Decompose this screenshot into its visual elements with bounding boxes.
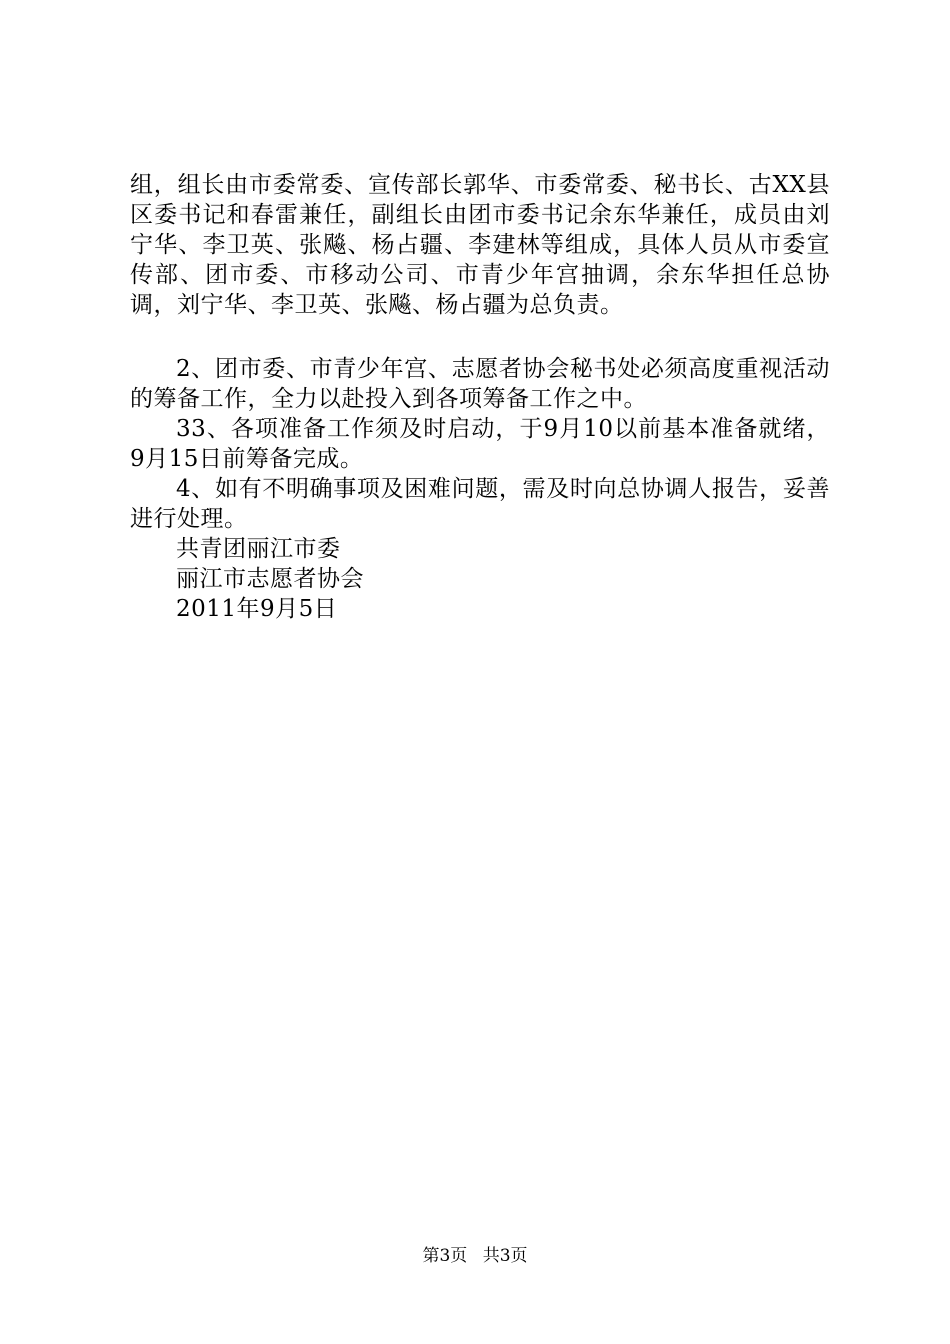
paragraph-item-3: 33、各项准备工作须及时启动，于9月10以前基本准备就绪，9月15日前筹备完成。 <box>130 416 830 472</box>
page-number-total: 共3页 <box>482 1246 528 1266</box>
paragraph-item-2: 2、团市委、市青少年宫、志愿者协会秘书处必须高度重视活动的筹备工作，全力以赴投入到各项筹备工作之中。 <box>130 356 830 412</box>
page-number-current: 第3页 <box>422 1246 468 1266</box>
paragraph-item-4: 4、如有不明确事项及困难问题，需及时向总协调人报告，妥善进行处理。 <box>130 476 830 532</box>
paragraph-gap <box>130 320 830 354</box>
paragraph-continuation: 组，组长由市委常委、宣传部长郭华、市委常委、秘书长、古XX县区委书记和春雷兼任，副组长由团市委书记余东华兼任，成员由刘宁华、李卫英、张飚、杨占疆、李建林等组成，具体人员从市委宣传部、团市委、市移动公司、市青少年宫抽调，余东华担任总协调，刘宁华、李卫英、张飚、杨占疆为总负责。 <box>130 172 830 318</box>
page-footer <box>0 1245 950 1267</box>
signature-org-1: 共青团丽江市委 <box>176 536 341 562</box>
document-body <box>130 170 830 624</box>
signature-date: 2011年9月5日 <box>176 596 338 622</box>
signature-org-2: 丽江市志愿者协会 <box>176 566 364 592</box>
